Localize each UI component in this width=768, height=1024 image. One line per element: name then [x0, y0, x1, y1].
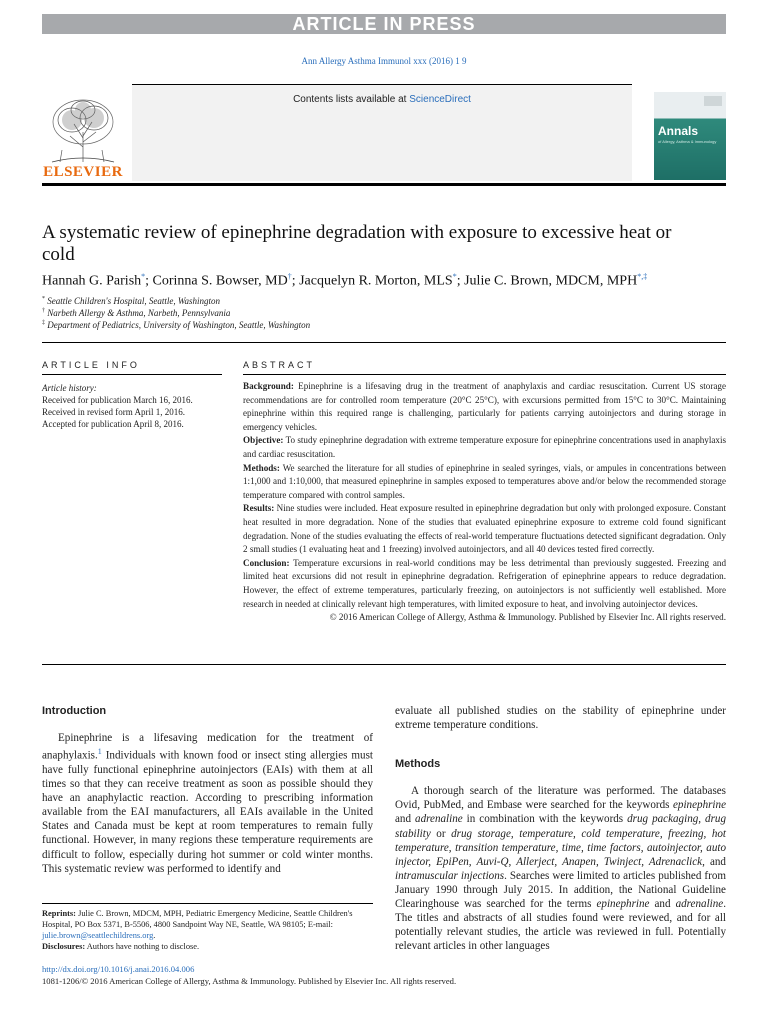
abstract-results	[243, 502, 726, 556]
affil-text: Narbeth Allergy & Asthma, Narbeth, Pennsylvania	[47, 308, 231, 318]
keyword: drug storage, temperature, cold temperature, freezing, hot temperature, transition temperature, time, time factors, autoinjector, auto injector, EpiPen, Auvi-Q, Allerject, Anapen, Twinject, Adrenaclick	[395, 827, 726, 868]
reprints-note	[42, 908, 373, 941]
para-text: Individuals with known food or insect sting allergies must have fully functional epinephrine autoinjectors (EAIs) with them at all times so that they can receive treatment as soon as possible should they have an anaphylactic reaction. According to prescribing information available from the EAI manufacturers, all EAIs available in the United States and Canada must be kept at room temperatures to remain fully functional. However, in many regions these temperature requirements are difficult to follow, especially during hot summer or cold winter months. This systematic review was performed to identify and	[42, 749, 373, 875]
abstract-text: Nine studies were included. Heat exposure resulted in epinephrine degradation but only with prolonged exposure. Constant heat resulted in more degradation. None of the studies that evaluated epinephrine exposure to extreme cold found significant degradation. None of the studies evaluating the effects of real-world temperature fluctuations detected significant degradation. Only 2 small studies (1 evaluating heat and 1 freezing) involved autoinjectors, and all 40 devices tested fired correctly.	[243, 503, 726, 555]
revised-date: Received in revised form April 1, 2016.	[42, 407, 185, 417]
label: Background:	[243, 381, 294, 391]
para-text: or	[430, 827, 452, 840]
author-affil-mark[interactable]: †	[287, 272, 292, 281]
footnote-divider	[42, 903, 373, 904]
abstract-heading: ABSTRACT	[243, 360, 316, 370]
reference-link[interactable]: 1	[97, 747, 102, 757]
cover-logo-icon	[704, 96, 722, 106]
note-text: Authors have nothing to disclose.	[85, 942, 200, 951]
label: Conclusion:	[243, 557, 290, 568]
label: Reprints:	[42, 909, 76, 918]
abstract-bottom-divider	[42, 664, 726, 665]
label: Results:	[243, 503, 275, 514]
author-list: Hannah G. Parish*; Corinna S. Bowser, MD†; Jacquelyn R. Morton, MLS*; Julie C. Brown, MDCM, MPH*,‡	[42, 272, 648, 289]
para-text: and	[649, 898, 676, 911]
contents-available-line	[132, 94, 632, 105]
para-text: . Searches were limited to articles published from January 1990 through July 2015. In addition, the National Guideline Clearinghouse was searched for the terms	[395, 869, 726, 911]
abstract-rule	[243, 374, 726, 375]
methods-heading: Methods	[395, 758, 441, 771]
para-text: , and	[702, 855, 726, 868]
abstract-copyright: © 2016 American College of Allergy, Asthma & Immunology. Published by Elsevier Inc. All rights reserved.	[329, 612, 726, 623]
author-name[interactable]: Corinna S. Bowser, MD	[152, 273, 288, 289]
disclosures-note	[42, 941, 373, 952]
abstract-text: Epinephrine is a lifesaving drug in the treatment of anaphylaxis and cardiac resuscitation. Current US storage recommendations are for controlled room temperature (20°C 25°C), with excursions permitted from 15°C to 30°C. Maintaining epinephrine within this required range is challenging, particularly for patients carrying autoinjectors and during storage in emergency vehicles.	[243, 381, 726, 432]
author-name[interactable]: Julie C. Brown, MDCM, MPH	[464, 273, 638, 289]
article-info-heading: ARTICLE INFO	[42, 360, 140, 370]
author-affil-mark[interactable]: *	[141, 272, 146, 281]
keyword: adrenaline	[415, 813, 463, 826]
article-title: A systematic review of epinephrine degradation with exposure to excessive heat or cold	[42, 222, 672, 265]
body-right-column	[395, 704, 726, 953]
issn-copyright: 1081-1206/© 2016 American College of Allergy, Asthma & Immunology. Published by Elsevier Inc. All rights reserved.	[42, 976, 457, 986]
para-text: . The titles and abstracts of all studies found were reviewed, and for all potentially relevant studies, the article was reviewed in full. Potentially relevant articles in other languages	[395, 898, 726, 953]
keyword: drug packaging, drug stability	[395, 813, 727, 840]
affiliation-divider	[42, 342, 726, 343]
keyword: epinephrine	[673, 799, 726, 812]
elsevier-wordmark: ELSEVIER	[43, 164, 123, 180]
para-text: in combination with the keywords	[462, 813, 628, 826]
abstract-background	[243, 380, 726, 434]
doi-link[interactable]: http://dx.doi.org/10.1016/j.anai.2016.04.006	[42, 964, 195, 974]
label: Disclosures:	[42, 942, 86, 951]
para-text: A thorough search of the literature was performed. The databases Ovid, PubMed, and Embase were searched for the keywords	[395, 785, 726, 812]
methods-paragraph	[395, 784, 726, 953]
introduction-heading: Introduction	[42, 705, 107, 717]
label: Objective:	[243, 435, 284, 446]
affiliation	[42, 308, 230, 318]
affil-mark: †	[42, 308, 45, 314]
cover-title: Annals	[658, 124, 699, 138]
footnotes	[42, 908, 373, 952]
affil-text: Seattle Children's Hospital, Seattle, Washington	[47, 296, 221, 306]
author-name[interactable]: Jacquelyn R. Morton, MLS	[299, 273, 453, 289]
affil-mark: *	[42, 296, 45, 302]
affil-text: Department of Pediatrics, University of Washington, Seattle, Washington	[47, 320, 311, 330]
article-history	[42, 382, 222, 430]
note-text: .	[153, 931, 156, 940]
para-text: and	[395, 813, 416, 826]
accepted-date: Accepted for publication April 8, 2016.	[42, 419, 184, 429]
para-text: Epinephrine is a lifesaving medication for the treatment of anaphylaxis.	[42, 732, 373, 762]
author-affil-mark[interactable]: *	[452, 272, 457, 281]
keyword: intramuscular injections	[395, 869, 505, 882]
sciencedirect-link[interactable]: ScienceDirect	[409, 94, 471, 105]
keyword: adrenaline	[675, 898, 724, 911]
keyword: epinephrine	[596, 898, 650, 911]
affiliation	[42, 296, 220, 306]
author-affil-mark[interactable]: *,‡	[637, 272, 648, 281]
article-in-press-banner: ARTICLE IN PRESS	[42, 14, 726, 34]
email-link[interactable]: julie.brown@seattlechildrens.org	[42, 931, 154, 940]
intro-paragraph	[42, 731, 373, 876]
affil-mark: ‡	[42, 320, 45, 326]
journal-citation[interactable]: Ann Allergy Asthma Immunol xxx (2016) 1 9	[301, 56, 467, 66]
header-divider	[42, 183, 726, 186]
affiliation	[42, 320, 310, 330]
abstract-methods	[243, 462, 726, 503]
history-label: Article history:	[42, 383, 97, 393]
author-name[interactable]: Hannah G. Parish	[42, 273, 142, 289]
label: Methods:	[243, 462, 280, 473]
abstract-text: To study epinephrine degradation with extreme temperature exposure for epinephrine concentrations used in anaphylaxis and cardiac resuscitation.	[243, 435, 727, 459]
abstract-text: Temperature excursions in real-world conditions may be less detrimental than previously suggested. Freezing and limited heat excursions did not result in epinephrine degradation. Refrigeration of epinephrine appears to reduce degradation. However, the effect of extreme temperatures, particularly freezing, on autoinjectors is not sufficiently well established. More research in needed at clinically relevant high temperatures, with limited exposure to heat, and involving autoinjector devices.	[243, 557, 726, 609]
abstract-body	[243, 380, 726, 625]
abstract-text: We searched the literature for all studies of epinephrine in sealed syringes, vials, or ampules in concentrations between 1:1,000 and 1:10,000, that measured epinephrine in samples exposed to temperatures above and/or below the recommended storage temperature compared with control samples.	[243, 462, 726, 500]
received-date: Received for publication March 16, 2016.	[42, 395, 193, 405]
body-left-column	[42, 704, 373, 876]
journal-cover-image	[654, 92, 726, 180]
contents-prefix: Contents lists available at	[293, 94, 410, 105]
article-info-rule	[42, 374, 222, 375]
intro-continuation: evaluate all published studies on the stability of epinephrine under extreme temperature conditions.	[395, 705, 726, 732]
abstract-objective	[243, 434, 726, 461]
abstract-conclusion	[243, 557, 726, 611]
cover-subtitle: of Allergy, Asthma & Immunology	[658, 139, 717, 144]
note-text: Julie C. Brown, MDCM, MPH, Pediatric Emergency Medicine, Seattle Children's Hospital, PO Box 5371, B-5506, 4800 Sandpoint Way NE, Seattle, WA 98105; E-mail:	[42, 909, 353, 929]
